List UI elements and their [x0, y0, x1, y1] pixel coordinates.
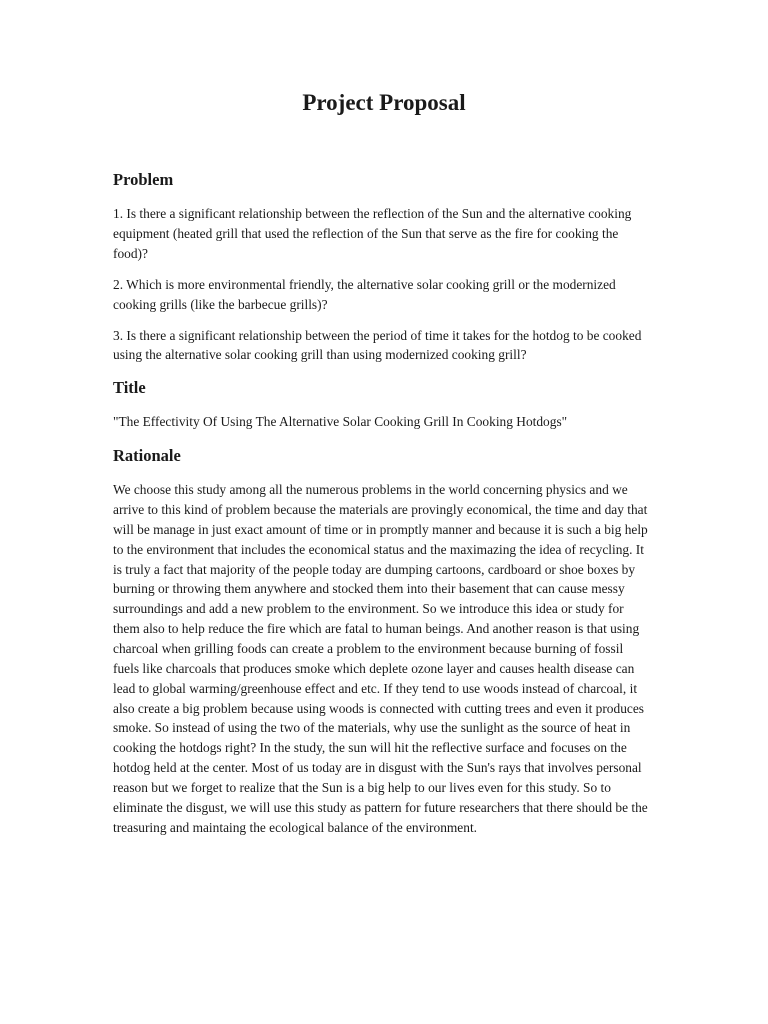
- rationale-section: [113, 444, 651, 837]
- document-title: Project Proposal: [302, 90, 466, 115]
- problem-heading: Problem: [113, 170, 174, 189]
- rationale-heading: Rationale: [113, 446, 181, 466]
- problem-section: [113, 168, 651, 365]
- project-title-text: "The Effectivity Of Using The Alternative Solar Cooking Grill In Cooking Hotdogs": [113, 414, 568, 430]
- title-section: [113, 376, 651, 432]
- problem-question-2: 2. Which is more environmental friendly, the alternative solar cooking grill or the modernized cooking grills (like the barbecue grills)?: [113, 276, 616, 312]
- document-body: [113, 168, 651, 848]
- problem-question-3: 3. Is there a significant relationship between the period of time it takes for the hotdog to be cooked using the alternative solar cooking grill than using modernized cooking grill?: [113, 327, 642, 363]
- title-heading: Title: [113, 378, 146, 398]
- problem-question-1: 1. Is there a significant relationship between the reflection of the Sun and the alternative cooking equipment (heated grill that used the reflection of the Sun that serve as the fire for cooking the food)?: [113, 206, 632, 261]
- rationale-paragraph: We choose this study among all the numerous problems in the world concerning physics and we arrive to this kind of problem because the materials are provingly economical, the time and day that will be manage in just exact amount of time or in promptly manner and because it is such a big help to the environment that includes the economical status and the maximazing the idea of recycling. It is truly a fact that majority of the people today are dumping cartoons, cardboard or shoe boxes by burning or throwing them anywhere and stocked them into their basement that can cause messy surroundings and add a new problem to the environment. So we introduce this idea or study for them also to help reduce the fire which are fatal to human beings. And another reason is that using charcoal when grilling foods can create a problem to the environment because burning of fossil fuels like charcoals that produces smoke which deplete ozone layer and causes health disease can lead to global warming/greenhouse effect and etc. If they tend to use woods instead of charcoal, it also create a big problem because using woods is connected with cutting trees and even it produces smoke. So instead of using the two of the materials, why use the sunlight as the source of heat in cooking the hotdogs right? In the study, the sun will hit the reflective surface and focuses on the hotdog held at the center. Most of us today are in disgust with the Sun's rays that involves personal reason but we forget to realize that the Sun is a big help to our lives even for this study. So to eliminate the disgust, we will use this study as pattern for future researchers that there should be the treasuring and maintaing the ecological balance of the environment.: [113, 482, 648, 835]
